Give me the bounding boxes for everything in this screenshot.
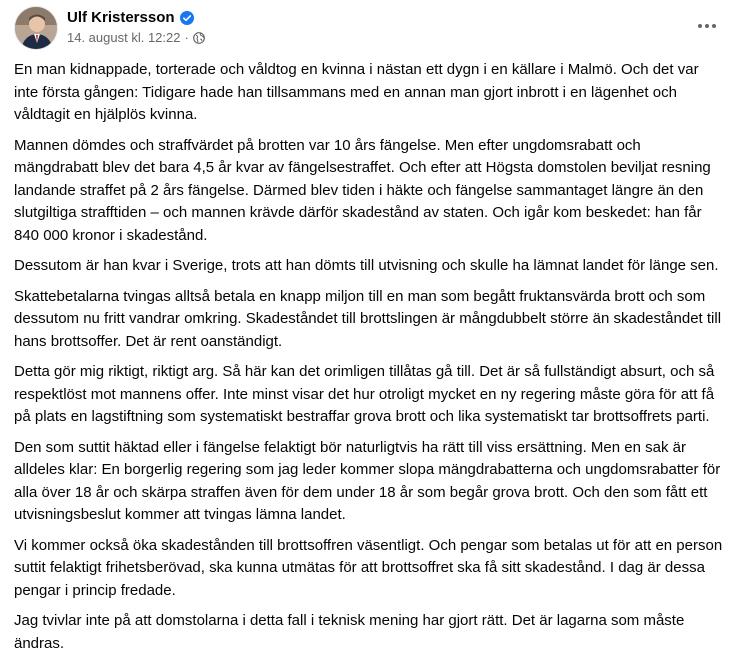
- verified-badge-icon: [180, 11, 194, 25]
- post-header: [14, 6, 721, 54]
- post-paragraph: Dessutom är han kvar i Sverige, trots att han dömts till utvisning och skulle ha lämnat landet för länge sen.: [14, 257, 719, 274]
- post-paragraph: Den som suttit häktad eller i fängelse felaktigt bör naturligtvis ha rätt till viss ersättning. Men en sak är alldeles klar: En borgerlig regering som jag leder kommer slopa mängdrabatterna och ungdomsrabatter för alla över 18 år och skärpa straffen även för dem under 18 år som begår grova brott. Och den som fått ett utvisningsbeslut kommer att tvingas lämna landet.: [14, 438, 721, 523]
- post-paragraph: Skattebetalarna tvingas alltså betala en knapp miljon till en man som begått fruktansvärda brott och som dessutom nu fritt vandrar omkring. Skadeståndet till brottslingen är mångdubbelt större än skadeståndet till hans brottsoffer. Det är rent oanständigt.: [14, 287, 722, 350]
- avatar-portrait-icon: [15, 7, 58, 50]
- post-timestamp[interactable]: 14. august kl. 12:22: [67, 30, 181, 45]
- post-paragraph: Vi kommer också öka skadestånden till brottsoffren väsentligt. Och pengar som betalas ut för att en person suttit felaktigt frihetsberövad, ska kunna utmätas för att brottsoffret ska få sitt skadestånd. I dag är dessa pengar i princip fredade.: [14, 536, 723, 599]
- globe-icon[interactable]: [193, 32, 205, 44]
- more-options-icon[interactable]: [693, 12, 721, 40]
- post-meta: [67, 30, 205, 45]
- meta-separator: ·: [184, 30, 189, 45]
- author-line: [67, 9, 194, 26]
- author-name[interactable]: Ulf Kristersson: [67, 9, 175, 26]
- dot: [705, 24, 709, 28]
- post-paragraph: Detta gör mig riktigt, riktigt arg. Så här kan det orimligen tillåtas gå till. Det är så fullständigt absurt, och så respektlöst mot mannens offer. Inte minst visar det hur otroligt mycket en ny regering måste göra för att få på plats en lagstiftning som systematiskt bestraffar grova brott och lika systematiskt tar brottsoffrets parti.: [14, 363, 715, 425]
- dot: [712, 24, 716, 28]
- author-avatar[interactable]: [14, 6, 58, 50]
- post-paragraph: Jag tvivlar inte på att domstolarna i detta fall i teknisk mening har gjort rätt. Det är lagarna som måste ändras.: [14, 612, 685, 652]
- post-paragraph: Mannen dömdes och straffvärdet på brotten var 10 års fängelse. Men efter ungdomsrabatt och mängdrabatt blev det bara 4,5 år kvar av fängelsestraffet. Och efter att Högsta domstolen beviljat resning landande straffet på 2 års fängelse. Därmed blev tiden i häkte och fängelse sammantaget längre än den slutgiltiga strafftiden – och mannen krävde därför skadestånd av staten. Och igår kom beskedet: han får 840 000 kronor i skadestånd.: [14, 136, 711, 244]
- dot: [698, 24, 702, 28]
- post-body: [14, 59, 726, 663]
- post-paragraph: En man kidnappade, torterade och våldtog en kvinna i nästan ett dygn i en källare i Malmö. Och det var inte första gången: Tidigare hade han tillsammans med en annan man gjort inbrott i en lägenhet och våldtagit en hjälplös kvinna.: [14, 61, 699, 123]
